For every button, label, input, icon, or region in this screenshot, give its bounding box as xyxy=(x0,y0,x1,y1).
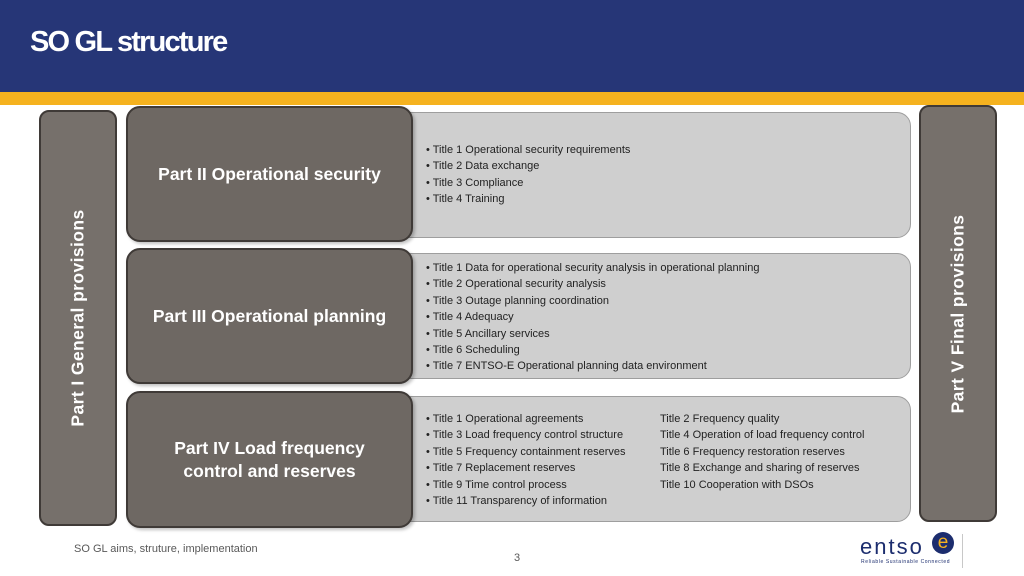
header-bar xyxy=(0,0,1024,92)
list-item: • Title 5 Frequency containment reserves xyxy=(426,445,626,458)
logo-tagline: Reliable Sustainable Connected xyxy=(861,559,951,565)
accent-stripe xyxy=(0,92,1024,105)
part-ii-title-list xyxy=(426,142,630,208)
part-ii-label: Part II Operational security xyxy=(158,163,381,184)
page-number: 3 xyxy=(514,552,521,564)
list-item: • Title 11 Transparency of information xyxy=(426,495,607,508)
entsoe-logo xyxy=(858,530,958,570)
list-item: • Title 7 Replacement reserves xyxy=(426,462,576,475)
footer-divider xyxy=(962,534,963,568)
part-iii-label: Part III Operational planning xyxy=(152,305,387,326)
list-item: • Title 3 Load frequency control structure xyxy=(426,429,624,442)
list-item: Title 4 Operation of load frequency control xyxy=(660,429,865,442)
part-i-panel xyxy=(39,110,117,526)
list-item: • Title 2 Operational security analysis xyxy=(426,278,606,291)
list-item: Title 2 Frequency quality xyxy=(660,413,780,425)
list-item: • Title 5 Ancillary services xyxy=(426,327,550,340)
part-iii-content xyxy=(380,253,911,379)
part-iv-title-list-left xyxy=(426,411,626,509)
logo-wordmark: entso xyxy=(860,534,924,559)
part-v-panel xyxy=(919,105,997,522)
list-item: Title 8 Exchange and sharing of reserves xyxy=(660,462,860,475)
part-v-label: Part V Final provisions xyxy=(947,214,968,413)
list-item: • Title 3 Outage planning coordination xyxy=(426,294,610,307)
part-iv-label: Part IV Load frequency control and reserves xyxy=(174,437,365,481)
part-ii-tab xyxy=(126,106,413,242)
list-item: • Title 7 ENTSO-E Operational planning data environment xyxy=(426,360,707,373)
list-item: Title 6 Frequency restoration reserves xyxy=(660,445,845,458)
list-item: • Title 6 Scheduling xyxy=(426,344,520,357)
list-item: Title 10 Cooperation with DSOs xyxy=(660,478,814,491)
part-iv-tab xyxy=(126,391,413,528)
list-item: • Title 3 Compliance xyxy=(426,176,524,189)
list-item: • Title 4 Adequacy xyxy=(426,311,514,324)
part-iv-title-list-right xyxy=(660,411,864,493)
page-title: SO GL structure xyxy=(30,26,227,58)
part-iii-title-list xyxy=(426,260,759,375)
list-item: • Title 2 Data exchange xyxy=(426,160,540,173)
list-item: • Title 4 Training xyxy=(426,193,505,206)
part-i-label: Part I General provisions xyxy=(67,209,88,427)
list-item: • Title 1 Data for operational security analysis in operational planning xyxy=(426,262,760,274)
list-item: • Title 9 Time control process xyxy=(426,478,567,491)
part-iv-content xyxy=(380,396,911,522)
footer-caption: SO GL aims, struture, implementation xyxy=(74,543,258,555)
list-item: • Title 1 Operational agreements xyxy=(426,413,584,425)
list-item: • Title 1 Operational security requirements xyxy=(426,144,631,156)
logo-e-circle: e xyxy=(932,532,954,554)
part-iii-tab xyxy=(126,248,413,384)
part-ii-content xyxy=(380,112,911,238)
